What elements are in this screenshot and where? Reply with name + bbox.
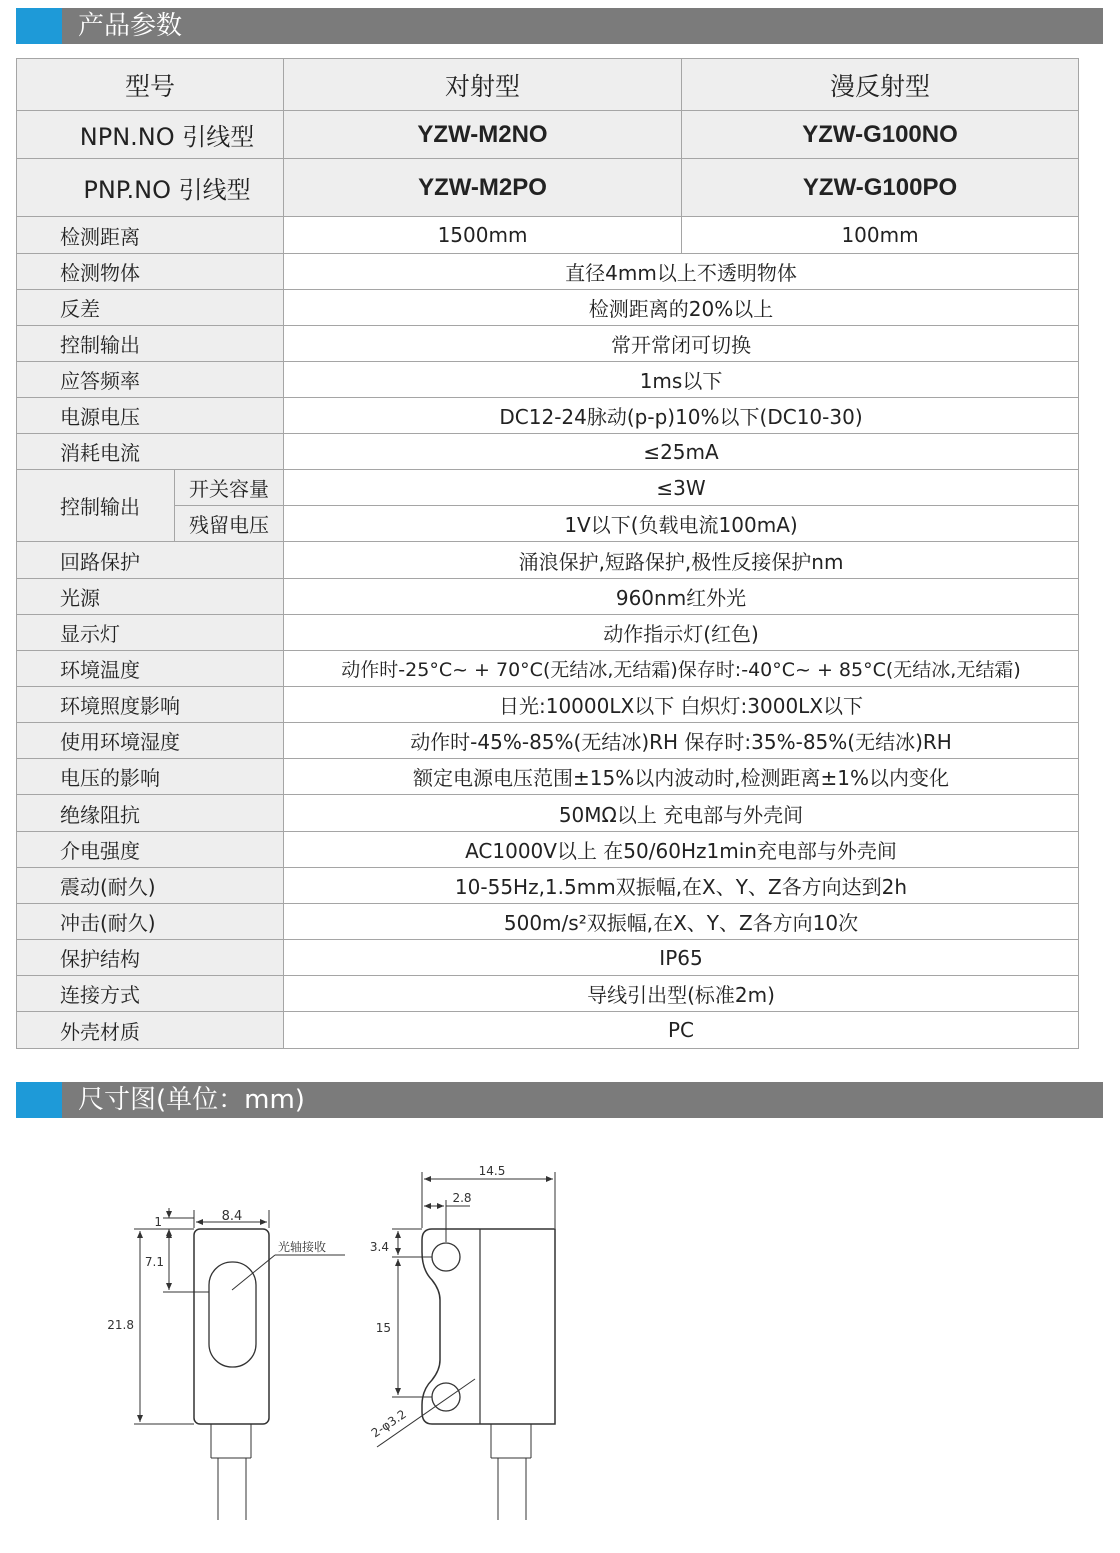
table-row bbox=[17, 759, 1079, 795]
mount-hole-top bbox=[432, 1243, 460, 1271]
side-view-body bbox=[422, 1229, 555, 1424]
dim-front-top: 1 bbox=[154, 1215, 162, 1229]
section-title-dimensions: 尺寸图(单位：mm) bbox=[78, 1085, 305, 1115]
distance-diffuse: 100mm bbox=[682, 217, 1079, 254]
row-label: 光源 bbox=[17, 579, 284, 615]
table-row bbox=[17, 542, 1079, 579]
row-value: 直径4mm以上不透明物体 bbox=[284, 254, 1079, 290]
table-row bbox=[17, 1012, 1079, 1049]
row-value: IP65 bbox=[284, 940, 1079, 976]
front-view-lens bbox=[209, 1262, 256, 1367]
row-value: 1V以下(负载电流100mA) bbox=[284, 506, 1079, 542]
npn-label: NPN.NO 引线型 bbox=[17, 111, 284, 159]
optical-axis-callout: 光轴接收 bbox=[278, 1240, 327, 1254]
table-row bbox=[17, 795, 1079, 832]
table-row bbox=[17, 651, 1079, 687]
table-row bbox=[17, 254, 1079, 290]
row-label: 消耗电流 bbox=[17, 434, 284, 470]
table-row bbox=[17, 111, 1079, 159]
row-label: 环境照度影响 bbox=[17, 687, 284, 723]
row-value: ≤25mA bbox=[284, 434, 1079, 470]
row-label: 连接方式 bbox=[17, 976, 284, 1012]
table-row bbox=[17, 470, 1079, 506]
row-label: 环境温度 bbox=[17, 651, 284, 687]
row-label: 电压的影响 bbox=[17, 759, 284, 795]
row-label: 介电强度 bbox=[17, 832, 284, 868]
dim-front-window: 7.1 bbox=[144, 1255, 164, 1269]
dim-side-width: 14.5 bbox=[478, 1164, 506, 1178]
table-row bbox=[17, 59, 1079, 111]
table-row bbox=[17, 723, 1079, 759]
section-accent bbox=[16, 8, 62, 44]
spec-table bbox=[16, 58, 1079, 1049]
dim-front-width: 8.4 bbox=[221, 1209, 243, 1224]
row-value: 动作时-25°C~ + 70°C(无结冰,无结霜)保存时:-40°C~ + 85°C(无结冰,无结霜) bbox=[284, 651, 1079, 687]
model-npn-diffuse: YZW-G100NO bbox=[682, 111, 1079, 159]
dim-side-top: 3.4 bbox=[369, 1240, 389, 1254]
row-value: DC12-24脉动(p-p)10%以下(DC10-30) bbox=[284, 398, 1079, 434]
row-value: 动作时-45%-85%(无结冰)RH 保存时:35%-85%(无结冰)RH bbox=[284, 723, 1079, 759]
table-row bbox=[17, 398, 1079, 434]
row-value: PC bbox=[284, 1012, 1079, 1049]
table-row bbox=[17, 615, 1079, 651]
row-label: 控制输出 bbox=[17, 326, 284, 362]
table-row bbox=[17, 579, 1079, 615]
section-title-specs: 产品参数 bbox=[78, 11, 183, 41]
row-label: 冲击(耐久) bbox=[17, 904, 284, 940]
mount-hole-bottom bbox=[432, 1383, 460, 1411]
row-value: 涌浪保护,短路保护,极性反接保护nm bbox=[284, 542, 1079, 579]
row-label: 检测距离 bbox=[17, 217, 284, 254]
row-value: 1ms以下 bbox=[284, 362, 1079, 398]
section-header-dimensions bbox=[16, 1082, 1103, 1118]
table-row bbox=[17, 832, 1079, 868]
table-row bbox=[17, 217, 1079, 254]
row-value: 常开常闭可切换 bbox=[284, 326, 1079, 362]
dim-side-pitch: 15 bbox=[375, 1321, 391, 1335]
row-label: 回路保护 bbox=[17, 542, 284, 579]
section-accent bbox=[16, 1082, 62, 1118]
row-label: 应答频率 bbox=[17, 362, 284, 398]
row-label: 外壳材质 bbox=[17, 1012, 284, 1049]
dim-hole-diameter: 2-φ3.2 bbox=[368, 1406, 409, 1441]
row-value: 检测距离的20%以上 bbox=[284, 290, 1079, 326]
row-label: 反差 bbox=[17, 290, 284, 326]
table-row bbox=[17, 159, 1079, 217]
table-row bbox=[17, 976, 1079, 1012]
row-label: 保护结构 bbox=[17, 940, 284, 976]
front-view-body bbox=[194, 1229, 269, 1424]
section-header-specs bbox=[16, 8, 1103, 44]
row-label: 绝缘阻抗 bbox=[17, 795, 284, 832]
dim-side-offset: 2.8 bbox=[452, 1191, 472, 1205]
sub-row-label: 开关容量 bbox=[175, 470, 284, 506]
model-pnp-diffuse: YZW-G100PO bbox=[682, 159, 1079, 217]
row-value: AC1000V以上 在50/60Hz1min充电部与外壳间 bbox=[284, 832, 1079, 868]
row-label: 检测物体 bbox=[17, 254, 284, 290]
sub-row-label: 残留电压 bbox=[175, 506, 284, 542]
table-row bbox=[17, 868, 1079, 904]
table-row bbox=[17, 687, 1079, 723]
row-value: 500m/s²双振幅,在X、Y、Z各方向10次 bbox=[284, 904, 1079, 940]
table-row bbox=[17, 434, 1079, 470]
row-value: 日光:10000LX以下 白炽灯:3000LX以下 bbox=[284, 687, 1079, 723]
distance-through: 1500mm bbox=[284, 217, 682, 254]
row-value: 10-55Hz,1.5mm双振幅,在X、Y、Z各方向达到2h bbox=[284, 868, 1079, 904]
row-label: 显示灯 bbox=[17, 615, 284, 651]
table-row bbox=[17, 290, 1079, 326]
row-value: 导线引出型(标准2m) bbox=[284, 976, 1079, 1012]
header-diffuse: 漫反射型 bbox=[682, 59, 1079, 111]
model-npn-through: YZW-M2NO bbox=[284, 111, 682, 159]
control-output-label: 控制输出 bbox=[17, 470, 175, 542]
row-label: 电源电压 bbox=[17, 398, 284, 434]
dim-front-height: 21.8 bbox=[107, 1318, 134, 1332]
table-row bbox=[17, 904, 1079, 940]
row-value: 额定电源电压范围±15%以内波动时,检测距离±1%以内变化 bbox=[284, 759, 1079, 795]
row-value: 50MΩ以上 充电部与外壳间 bbox=[284, 795, 1079, 832]
pnp-label: PNP.NO 引线型 bbox=[17, 159, 284, 217]
table-row bbox=[17, 362, 1079, 398]
row-label: 震动(耐久) bbox=[17, 868, 284, 904]
model-header-label: 型号 bbox=[17, 59, 284, 111]
model-pnp-through: YZW-M2PO bbox=[284, 159, 682, 217]
table-row bbox=[17, 506, 1079, 542]
row-value: ≤3W bbox=[284, 470, 1079, 506]
table-row bbox=[17, 940, 1079, 976]
row-value: 960nm红外光 bbox=[284, 579, 1079, 615]
header-through-beam: 对射型 bbox=[284, 59, 682, 111]
table-row bbox=[17, 326, 1079, 362]
row-label: 使用环境湿度 bbox=[17, 723, 284, 759]
dimension-drawing bbox=[0, 1130, 1120, 1550]
row-value: 动作指示灯(红色) bbox=[284, 615, 1079, 651]
